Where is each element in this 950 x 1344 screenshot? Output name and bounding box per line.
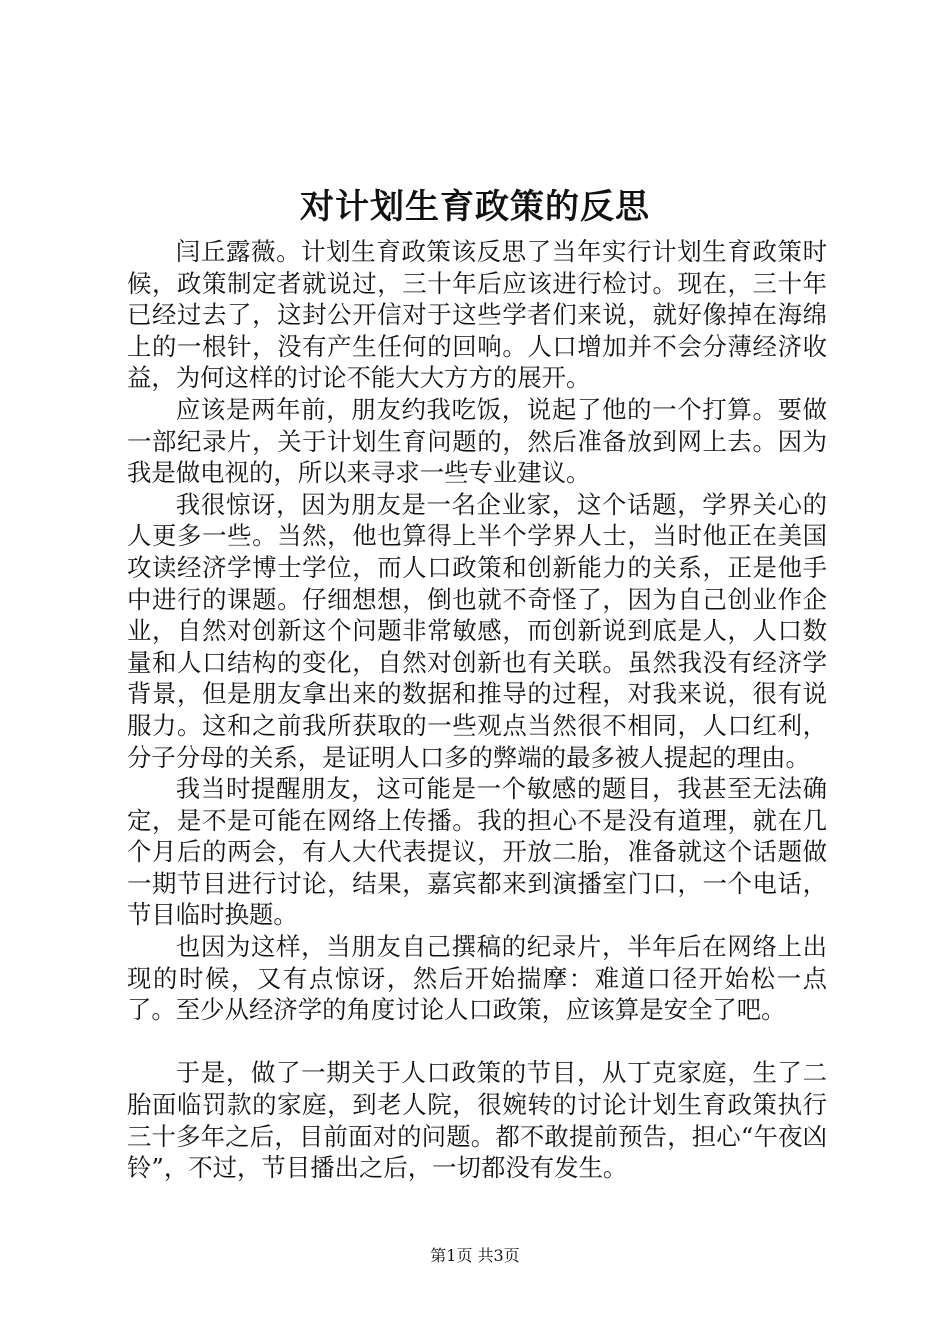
paragraph-6: 于是，做了一期关于人口政策的节目，从丁克家庭，生了二胎面临罚款的家庭，到老人院，很婉转的讨论计划生育政策执行三十多年之后，目前面对的问题。都不敢提前预告，担心“午夜凶铃”，不过，节目播出之后，一切都没有发生。 <box>127 1058 827 1183</box>
paragraph-3: 我很惊讶，因为朋友是一名企业家，这个话题，学界关心的人更多一些。当然，他也算得上半个学界人士，当时他正在美国攻读经济学博士学位，而人口政策和创新能力的关系，正是他手中进行的课题。仔细想想，倒也就不奇怪了，因为自己创业作企业，自然对创新这个问题非常敏感，而创新说到底是人，人口数量和人口结构的变化，自然对创新也有关联。虽然我没有经济学背景，但是朋友拿出来的数据和推导的过程，对我来说，很有说服力。这和之前我所获取的一些观点当然很不相同，人口红利，分子分母的关系，是证明人口多的弊端的最多被人提起的理由。 <box>127 489 827 772</box>
page-footer: 第1页 共3页 <box>430 1246 520 1265</box>
paragraph-5: 也因为这样，当朋友自己撰稿的纪录片，半年后在网络上出现的时候，又有点惊讶，然后开始揣摩：难道口径开始松一点了。至少从经济学的角度讨论人口政策，应该算是安全了吧。 <box>127 932 827 1025</box>
paragraph-4: 我当时提醒朋友，这可能是一个敏感的题目，我甚至无法确定，是不是可能在网络上传播。我的担心不是没有道理，就在几个月后的两会，有人大代表提议，开放二胎，准备就这个话题做一期节目进行讨论，结果，嘉宾都来到演播室门口，一个电话，节目临时换题。 <box>127 774 827 930</box>
paragraph-1: 闫丘露薇。计划生育政策该反思了当年实行计划生育政策时候，政策制定者就说过，三十年后应该进行检讨。现在，三十年已经过去了，这封公开信对于这些学者们来说，就好像掉在海绵上的一根针，没有产生任何的回响。人口增加并不会分薄经济收益，为何这样的讨论不能大大方方的展开。 <box>127 237 827 393</box>
document-title: 对计划生育政策的反思 <box>300 187 650 227</box>
document-body <box>127 236 827 1184</box>
paragraph-2: 应该是两年前，朋友约我吃饭，说起了他的一个打算。要做一部纪录片，关于计划生育问题的，然后准备放到网上去。因为我是做电视的，所以来寻求一些专业建议。 <box>127 394 827 488</box>
